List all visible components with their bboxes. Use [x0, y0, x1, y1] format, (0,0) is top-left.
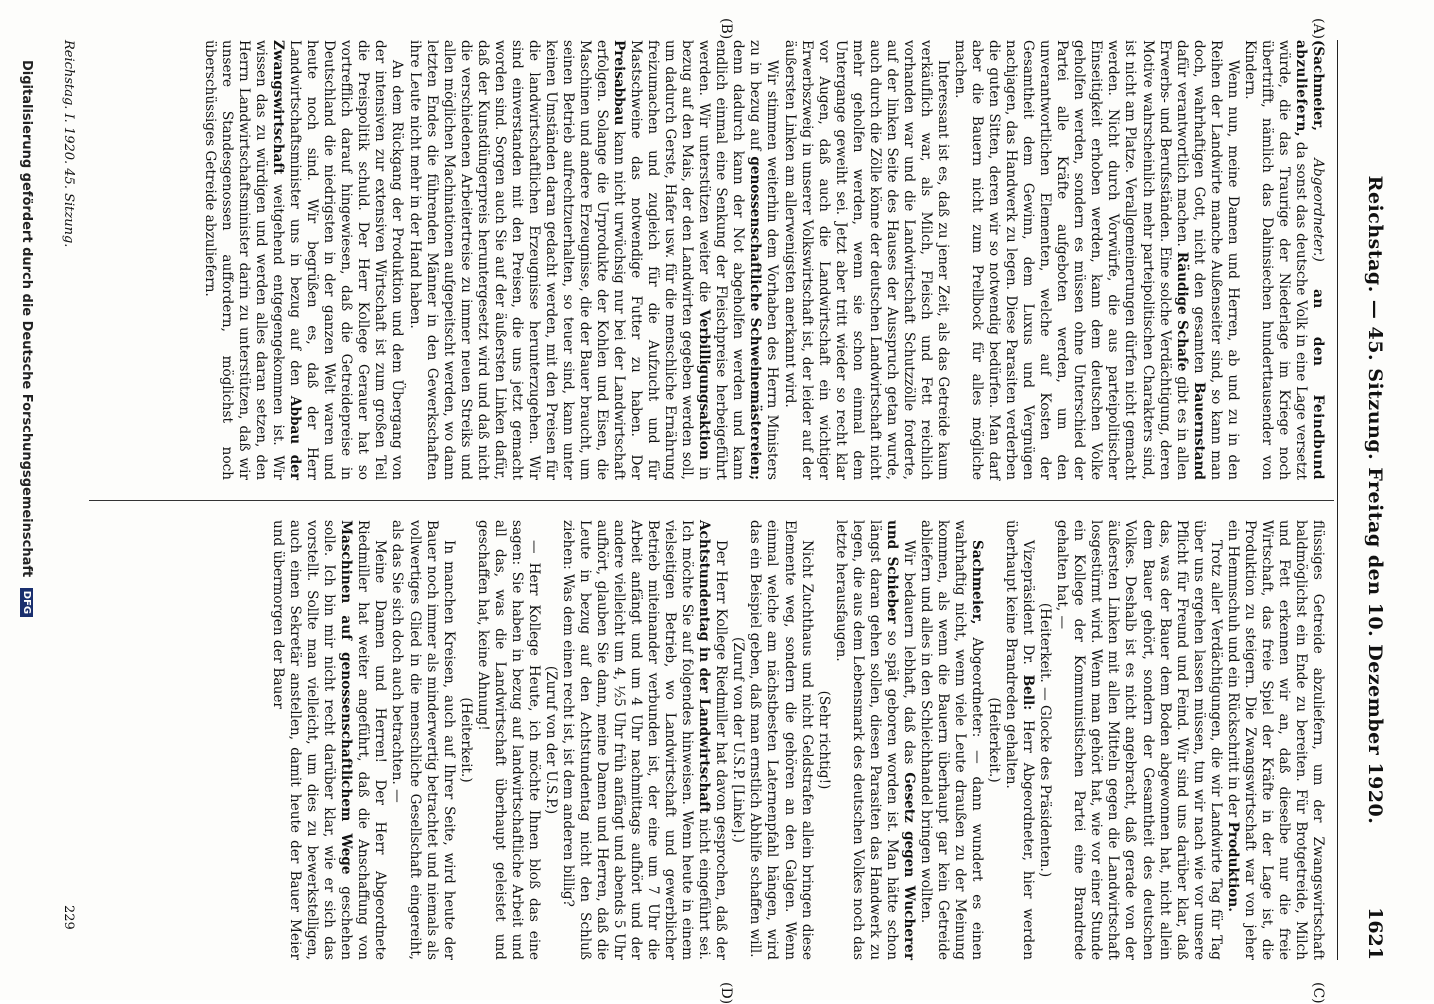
margin-marker-c: (C) [1310, 982, 1326, 1004]
paragraph: — Herr Kollege Heute, ich möchte Ihnen bloß das eine sagen: Sie haben in bezug auf landwirtschaftliche Arbeit und all das, was die Landwirtschaft überhaupt geleistet und geschaffen hat, keine Ahnung! [474, 520, 542, 960]
text-run: An dem Rückgang der Produktion und dem Übergang von der intensiven zur extensiven Wirtschaft ist zum großen Teil die Preispolitik schuld. Der Herr Kollege Gerauer hat so vortrefflich darauf hingewiesen, daß die Getreidepreise in Deutschland die niedrigsten in der ganzen Welt waren und heute noch sind. Wir begrüßen es, daß der Herr Landwirtschaftsminister uns in bezug auf den [287, 40, 406, 480]
paragraph [917, 520, 985, 960]
text-run: Der Herr Kollege Riedmiller hat davon gesprochen, daß der [713, 540, 730, 960]
emphasis: Gesetz gegen Wucherer und Schieber [883, 520, 917, 960]
text-run: Wenn nun, meine Damen und Herren, ab und zu in den Reihen der Landwirte manche Außenseiter sind, so kann man doch, wahrhaftigen Gott, nicht den gesamten [1190, 40, 1241, 480]
emphasis: Maschinen auf genossenschaftlichem Wege [338, 520, 355, 875]
header-rule [1337, 40, 1338, 960]
paragraph [201, 40, 406, 480]
text-run: kann nicht urwüchsig nur bei der Landwirtschaft erfolgen. Solange die Urprodukte der Kohlen und Eisen, die Maschinen und andere Erzeugnisse, die der Bauer braucht, um seinen Betrieb aufrechtzuerhalten, so teuer sind, kann unter keinen Umständen daran gedacht werden, mit den Preisen für die landwirtschaftlichen Erzeugnisse herunterzugehen. Wir sind einverstanden mit den Preisen, die uns jetzt gemacht worden sind. Sorgen auch Sie auf der äußersten Linken dafür, daß der Kunstdüngerpreis heruntergesetzt wird und daß nicht die verschiedenen Arbeitertreise zu immer neuen Streiks und allen möglichen Machinationen aufgepeitscht werden, wo dann letzten Endes die führenden Männer in den Gewerkschaften ihre Leute nicht mehr in der Hand haben. [406, 40, 628, 480]
paragraph [951, 40, 1241, 480]
page-number: 1621 [1364, 907, 1386, 960]
emphasis: Verbilligungsaktion [696, 309, 713, 460]
speaker-name: Sachmeier, [969, 540, 986, 625]
text-run: in bezug auf den Mais, der den Landwirten gegeben werden soll, um dadurch Gerste, Hafer usw. für die menschliche Ernährung freizumachen und zugleich für die Aufzucht und für Mastschweine das notwendige Futter zu haben. Der [628, 40, 713, 480]
text-run: nicht eingeführt sei. Ich möchte Sie auf folgendes hinweisen. Wenn heute in einem vielseitigen Betrieb, wo Landwirtschaft und gewerblicher Betrieb miteinander verbunden ist, der eine um 7 Uhr die Arbeit anfängt und um 4 Uhr nachmittags aufhört und der andere vielleicht um 4, ½5 Uhr früh anfängt und abends 5 Uhr aufhört, glauben Sie dann, meine Damen und Herren, daß die Leute in bezug auf den Achtstundentag nicht den Schluß ziehen: Was dem einen recht ist, ist dem anderen billig? [559, 520, 713, 960]
interjection: (Zuruf von der U.S.P. [Linke].) [730, 637, 747, 843]
paragraph [832, 520, 917, 960]
text-run: dafür verantwortlich machen. [1173, 40, 1190, 247]
text-run: geschehen solle. Ich bin mir nicht recht darüber klar, wie er sich das vorstellt. Sollte man vielleicht, um dies zu bewerkstelligen, auch einen Sekretär anstellen, damit heute der Bauer Meier und übermorgen der Bauer [270, 520, 355, 960]
paragraph [405, 40, 780, 480]
text-run: flüssiges Getreide abzuliefern, um der Zwangswirtschaft baldmöglichst ein Ende zu bereiten. Für Brotgetreide, Milch und Fett erkennen wir an, daß dieselbe nur die freie Wirtschaft, das freie Spiel der Kräfte in der Lage ist, die Produktion zu steigern. Die Zwangswirtschaft war von jeher ein Hemmschuh und ein Rückschritt in der [1224, 520, 1326, 960]
emphasis: an den Feindbund abzuliefern, [1292, 40, 1326, 480]
text-run: so spät geboren worden ist. Man hätte schon längst daran gehen sollen, diesen Parasiten das Handwerk zu legen, die aus dem Lebensmark des deutschen Volkes noch das letzte herausfaugen. [832, 520, 900, 960]
text-run: Meine Damen und Herren! Der Herr Abgeordnete Riedmiller hat weiter angeführt, daß die Anschaffung von [355, 520, 389, 960]
left-column [201, 40, 1326, 480]
text-run: Abgeordneter: — dann wundert es einen wahrhaftig nicht, wenn viele Leute draußen zu der Meinung kommen, als wenn die Bauern überhaupt gar kein Getreide abliefern und alles in den Schleichhandel bringen wollten. [917, 520, 986, 960]
text-run: da sonst das deutsche Volk in eine Lage versetzt würde, die das Traurige der Niederlage im Kriege noch übertrifft, nämlich das Dahinsiechen hunderttausender von Kindern. [1241, 40, 1309, 480]
text-run: Wir bedauern lebhaft, daß das [900, 540, 917, 765]
emphasis: genossenschaftliche Schweinemästereien; [747, 156, 764, 480]
dfg-logo-icon: DFG [20, 588, 33, 617]
right-column [269, 520, 1326, 960]
interjection: (Zuruf von der U.S.P.) [542, 665, 559, 815]
margin-marker-b: (B) [718, 18, 734, 40]
paragraph [1002, 520, 1036, 960]
text-run: denn dadurch kann der Not abgeholfen werden und kann endlich einmal eine Senkung der Fleischpreise herbeigeführt werden. Wir unterstützen weiter die [696, 40, 747, 480]
interjection: (Heiterkeit.) [457, 697, 474, 783]
interjection: (Heiterkeit.) [986, 697, 1003, 783]
text-run: Herr Abgeordneter, hier werden überhaupt keine Brandreden gehalten. [1003, 520, 1037, 960]
emphasis: Abbau der Zwangswirtschaft [270, 40, 304, 481]
paragraph [1224, 520, 1326, 960]
paragraph: Interessant ist es, daß zu jener Zeit, als das Getreide kaum verkäuflich war, als Milch, Fleisch und Fett reichlich vorhanden war und die Landwirtschaft Schutzzölle forderte, auf der linken Seite des Hauses der Ausspruch getan wurde, auch durch die Zölle könne der deutschen Landwirtschaft nicht mehr geholfen werden, wenn sie schon einmal dem Untergange geweiht sei. Jetzt aber tritt wieder so recht klar vor Augen, daß auch die Landwirtschaft ein wichtiger Erwerbszweig in unserer Volkswirtschaft ist, der leider auf der äußersten Linken am allerwenigsten anerkannt wird. [781, 40, 951, 480]
speaker-role: Abgeordneter.) [1310, 158, 1326, 262]
digitization-credit [19, 60, 34, 960]
emphasis: Bauernstand [1190, 381, 1207, 480]
emphasis: Achtstundentag in der Landwirtschaft [696, 520, 713, 814]
text-run: weitgehend entgegengekommen ist. Wir wissen das zu würdigen und werden alles daran setzen, den Herrn Landwirtschaftsminister darin zu unterstützen, daß wir unsere Standesgenossen auffordern, möglichst noch überschüssiges Getreide abzuliefern. [201, 40, 287, 480]
paragraph: Nicht Zuchthaus und nicht Geldstrafen allein bringen diese Elemente weg, sondern die gehören an den Galgen. Wenn einmal welche am nächstbesten Laternenpfahl hängen, wird das ein Beispiel geben, daß man ernstlich Abhilfe schaffen will. [747, 520, 815, 960]
interjection: (Heiterkeit. — Glocke des Präsidenten.) [1037, 602, 1054, 878]
text-run: Wir stimmen weiterhin dem Vorhaben des Herrn Ministers zu in bezug auf [747, 40, 781, 480]
footer-sheet-number: 229 [61, 905, 76, 930]
interjection: (Sehr richtig!) [815, 690, 832, 790]
running-title: Reichstag. — 45. Sitzung. Freitag den 10. Dezember 1920. [1364, 175, 1386, 825]
paragraph [559, 520, 729, 960]
emphasis: Preisabbau [611, 40, 628, 126]
column-divider [89, 500, 1334, 501]
paragraph [269, 520, 388, 960]
footer-session-info: Reichstag. I. 1920. 45. Sitzung. [61, 40, 76, 248]
margin-marker-a: (A) [1310, 18, 1326, 40]
paragraph [1241, 40, 1326, 480]
page-header [1346, 40, 1386, 960]
paragraph: Trotz aller Verdächtigungen, die wir Landwirte Tag für Tag über uns ergehen lassen müssen, tun wir nach wie vor unsere Pflicht für Freund und Feind. Wir sind uns darüber klar, daß das, was der Bauer dem Boden abgewonnen hat, nicht allein dem Bauer gehört, sondern der Gesamtheit des deutschen Volkes. Deshalb ist es nicht angebracht, daß gerade von der äußersten Linken mit allen Mitteln gegen die Landwirtschaft losgestürmt wird. Wenn man gehört hat, wie vor einer Stunde ein Kollege der Kommunistischen Partei eine Brandrede gehalten hat, — [1054, 520, 1224, 960]
text-run: gibt es in allen Erwerbs- und Berufsständen. Eine solche Verdächtigung, deren Motive wahrscheinlich mehr parteipolitischen Charakters sind, ist nicht am Platze. Verallgemeinerungen dürfen nicht gemacht werden. Nicht durch Vorwürfe, die aus parteipolitischer Einseitigkeit erhoben werden, kann dem deutschen Volke geholfen werden, sondern es müssen ohne Unterschied der Partei alle Kräfte aufgeboten werden, um den unverantwortlichen Elementen, welche auf Kosten der Gesamtheit dem Gewinn, dem Luxus und Vergnügen nachjagen, das Handwerk zu legen. Diese Parasiten verderben die guten Sitten, deren wir so notwendig bedürfen. Man darf aber die Bauern nicht zum Prellbock für alles mögliche machen. [952, 40, 1190, 481]
credit-text: Digitalisierung gefördert durch die Deutsche Forschungsgemeinschaft [19, 60, 34, 578]
paragraph: In manchen Kreisen, auch auf Ihrer Seite, wird heute der Bauer noch immer als minderwertig betrachtet und niemals als vollwertiges Glied in die menschliche Gesellschaft eingereiht, als das Sie sich doch auch betrachten. — [389, 520, 457, 960]
text-run: Vizepräsident Dr. [1020, 540, 1037, 665]
speaker-name: Bell: [1020, 674, 1037, 711]
emphasis: Räudige Schafe [1173, 251, 1190, 372]
speaker-name: (Sachmeier, [1310, 40, 1326, 131]
margin-marker-d: (D) [718, 982, 734, 1004]
emphasis: Produktion. [1224, 821, 1241, 912]
